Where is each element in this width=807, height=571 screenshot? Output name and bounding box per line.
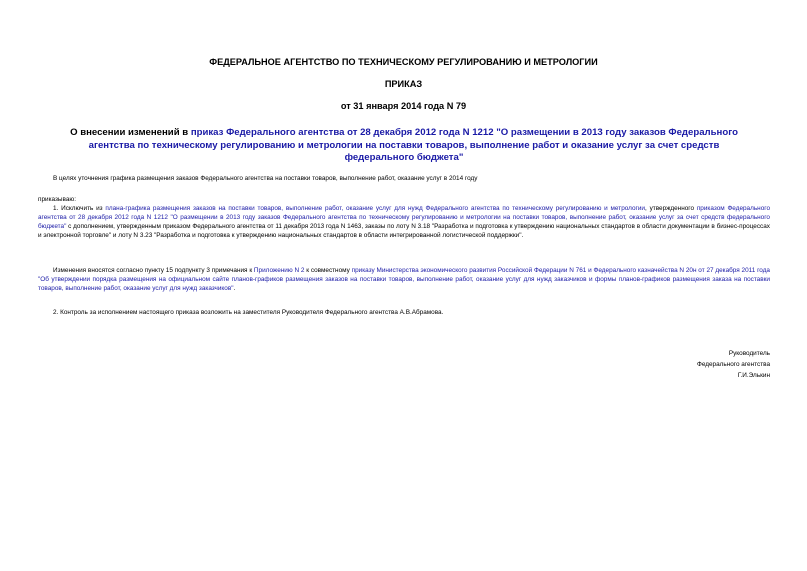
item-1-paragraph — [38, 204, 770, 240]
changes-paragraph — [38, 266, 770, 293]
item-1-text-1: 1. Исключить из — [53, 205, 106, 212]
signature-agency: Федерального агентства — [696, 360, 770, 368]
signature-title: Руководитель — [728, 350, 770, 357]
changes-text-3: . — [233, 285, 236, 293]
purpose-paragraph: В целях уточнения графика размещения заказов Федерального агентства на поставки товаров, выполнение работ, оказание услуг в 2014 году — [53, 175, 478, 182]
signature-block — [697, 349, 770, 381]
document-type: ПРИКАЗ — [384, 79, 423, 89]
item-1-text-3: с дополнением, утвержденным приказом Федерального агентства от 11 декабря 2013 года N 1463, заказы по лоту N 3.18 "Разработка и подготовка к утверждению национальных стандартов в области документации в бизнес-процессах и электронной торговле" и лоту N 3.23 "Разработка и подготовка к утверждению национальных стандартов в области интегрированной логистической поддержки". — [38, 223, 770, 240]
document-subject — [64, 127, 744, 165]
orders-word: приказываю: — [38, 196, 76, 203]
document-date-number: от 31 января 2014 года N 79 — [340, 101, 467, 111]
changes-text-2: к совместному — [304, 267, 352, 274]
joint-order-link[interactable]: приказу Министерства экономического развития Российской Федерации N 761 и Федерального казначейства N 20н от 27 декабря 2011 года "Об утверждении порядка размещения на официальном сайте планов-графиков размещения заказов на поставки товаров, выполнение работ, оказание услуг для нужд заказчиков и формы планов-графиков размещения заказа на поставки товаров, выполнение работ, оказание услуг для нужд заказчиков" — [38, 267, 770, 293]
item-1-text-2: , утвержденного — [645, 205, 697, 212]
appendix-2-link[interactable]: Приложению N 2 — [253, 267, 305, 274]
subject-order-link[interactable]: приказ Федерального агентства от 28 декабря 2012 года N 1212 "О размещении в 2013 году заказов Федерального агентства по техническому регулированию и метрологии на поставки товаров, выполнение работ и оказание услуг за счет средств федерального бюджета" — [88, 127, 738, 163]
subject-prefix: О внесении изменений в — [70, 127, 191, 138]
item-2-paragraph: 2. Контроль за исполнением настоящего приказа возложить на заместителя Руководителя Федерального агентства А.В.Абрамова. — [53, 309, 444, 316]
plan-schedule-link[interactable]: плана-графика размещения заказов на поставки товаров, выполнение работ, оказание услуг для нужд Федерального агентства по техническому регулированию и метрологии — [105, 205, 645, 212]
order-1212-link[interactable]: приказом Федерального агентства от 28 декабря 2012 года N 1212 "О размещении в 2013 году заказов Федерального агентства по техническому регулированию и метрологии на поставки товаров, выполнение работ, оказание услуг за счет средств федерального бюджета" — [38, 205, 770, 231]
changes-text-1: Изменения вносятся согласно пункту 15 подпункту 3 примечания к — [53, 267, 254, 274]
agency-name: ФЕДЕРАЛЬНОЕ АГЕНТСТВО ПО ТЕХНИЧЕСКОМУ РЕГУЛИРОВАНИЮ И МЕТРОЛОГИИ — [209, 57, 598, 67]
signature-name: Г.И.Элькин — [737, 371, 770, 379]
